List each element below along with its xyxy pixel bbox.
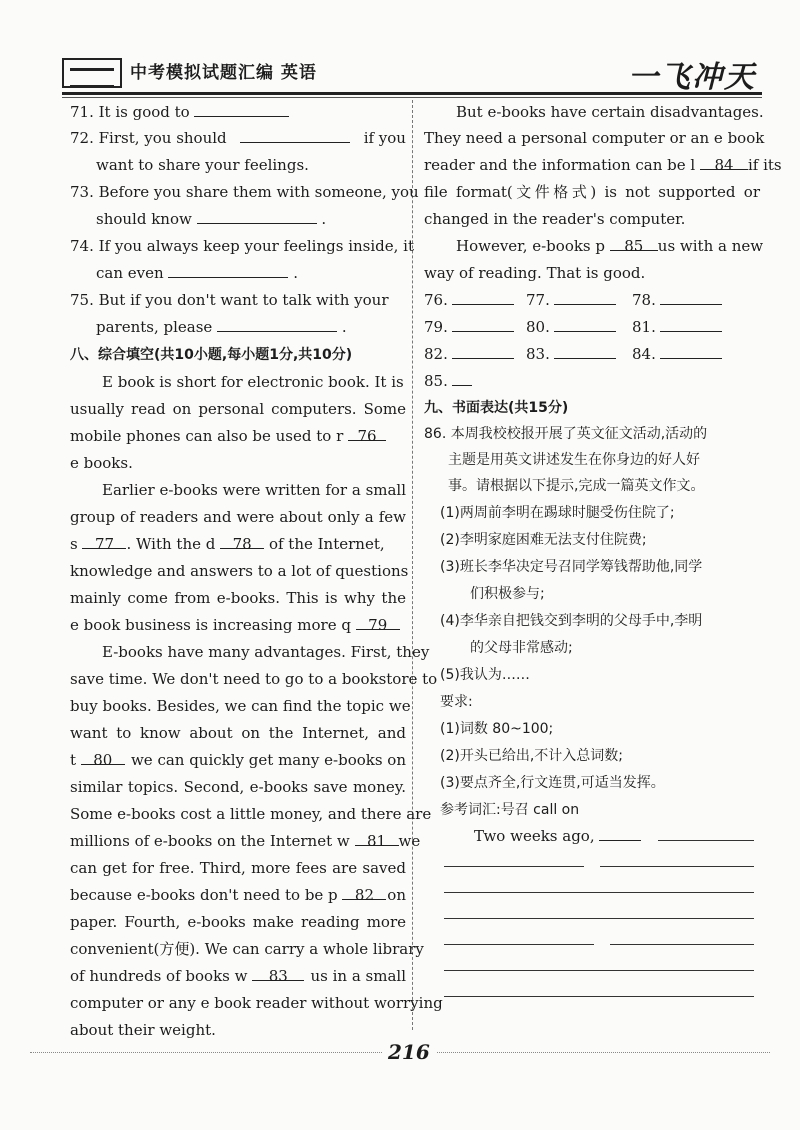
tip-1: (1)两周前李明在踢球时腿受伤住院了; — [440, 505, 675, 521]
essay-line[interactable] — [610, 944, 754, 945]
requirements-label: 要求: — [440, 694, 473, 710]
passage-line: But e-books have certain disadvantages. — [456, 103, 764, 121]
blank-79[interactable]: 79 — [356, 615, 400, 630]
tip-3-cont: 们积极参与; — [470, 586, 545, 602]
essay-start: Two weeks ago, — [474, 826, 641, 846]
blank-81[interactable]: 81 — [355, 831, 399, 846]
passage-line: usually read on personal computers. Some — [70, 400, 406, 418]
passage-line: E-books have many advantages. First, they — [102, 643, 430, 661]
reference-vocab: 参考词汇:号召 call on — [440, 802, 580, 818]
header-rule — [62, 92, 762, 95]
passage-line: Earlier e-books were written for a small — [102, 481, 407, 499]
blank-76[interactable]: 76 — [348, 426, 386, 441]
question-73: 73. Before you share them with someone, you — [70, 183, 419, 201]
passage-line: buy books. Besides, we can find the topic we — [70, 697, 411, 715]
passage-line: similar topics. Second, e-books save money. — [70, 778, 406, 796]
page-number: 216 — [382, 1040, 436, 1064]
passage-line: save time. We don't need to go to a bookstore to — [70, 670, 438, 688]
passage-line: However, e-books p 85 us with a new — [456, 237, 764, 255]
answer-77[interactable]: 77. — [526, 290, 616, 310]
essay-line[interactable] — [444, 996, 754, 997]
blank-80[interactable]: 80 — [81, 750, 125, 765]
passage-line: E book is short for electronic book. It is — [102, 373, 404, 391]
header-logo-icon — [62, 58, 122, 88]
passage-line: They need a personal computer or an e book — [424, 129, 765, 147]
passage-line: paper. Fourth, e-books make reading more — [70, 913, 406, 931]
passage-line: group of readers and were about only a few — [70, 508, 406, 526]
passage-line: millions of e-books on the Internet w 81 we — [70, 832, 421, 850]
answer-80[interactable]: 80. — [526, 317, 616, 337]
question-72-cont: want to share your feelings. — [96, 156, 309, 174]
essay-line[interactable] — [444, 970, 754, 971]
blank-82[interactable]: 82 — [342, 885, 386, 900]
header-rule-thin — [62, 97, 762, 98]
blank-77[interactable]: 77 — [82, 534, 126, 549]
tip-4-cont: 的父母非常感动; — [470, 640, 573, 656]
section-8-heading: 八、综合填空(共10小题,每小题1分,共10分) — [70, 347, 353, 363]
blank-85[interactable]: 85 — [610, 236, 658, 251]
essay-line[interactable] — [658, 840, 754, 841]
question-74: 74. If you always keep your feelings inside, it — [70, 237, 415, 255]
answer-84[interactable]: 84. — [632, 344, 722, 364]
answer-82[interactable]: 82. — [424, 344, 514, 364]
question-75-cont: parents, please . — [96, 318, 347, 336]
passage-line: want to know about on the Internet, and — [70, 724, 406, 742]
tip-2: (2)李明家庭困难无法支付住院费; — [440, 532, 647, 548]
passage-line: can get for free. Third, more fees are saved — [70, 859, 406, 877]
answer-79[interactable]: 79. — [424, 317, 514, 337]
passage-line: knowledge and answers to a lot of questions — [70, 562, 409, 580]
passage-line: file format(文件格式) is not supported or — [424, 183, 760, 201]
header-brand: 一飞冲天 — [628, 60, 756, 95]
blank-84[interactable]: 84 — [700, 155, 748, 170]
blank-83[interactable]: 83 — [252, 966, 304, 981]
answer-83[interactable]: 83. — [526, 344, 616, 364]
question-86-prompt: 事。请根据以下提示,完成一篇英文作文。 — [448, 478, 705, 494]
passage-line: computer or any e book reader without worrying — [70, 994, 443, 1012]
essay-line[interactable] — [444, 866, 584, 867]
essay-line[interactable] — [600, 866, 754, 867]
passage-line: about their weight. — [70, 1021, 216, 1039]
passage-line: changed in the reader's computer. — [424, 210, 686, 228]
question-74-cont: can even . — [96, 264, 298, 282]
passage-line: Some e-books cost a little money, and there are — [70, 805, 432, 823]
passage-line: e book business is increasing more q 79 — [70, 615, 400, 635]
passage-line: of hundreds of books w 83 us in a small — [70, 967, 406, 985]
passage-line: t 80 we can quickly get many e-books on — [70, 751, 406, 769]
essay-line[interactable] — [444, 892, 754, 893]
section-9-heading: 九、书面表达(共15分) — [424, 400, 569, 416]
passage-line: e books. — [70, 454, 133, 472]
essay-line[interactable] — [444, 944, 594, 945]
tip-3: (3)班长李华决定号召同学筹钱帮助他,同学 — [440, 559, 703, 575]
requirement-2: (2)开头已给出,不计入总词数; — [440, 748, 623, 764]
answer-85[interactable]: 85. — [424, 371, 472, 391]
question-75: 75. But if you don't want to talk with your — [70, 291, 389, 309]
question-73-cont: should know . — [96, 210, 327, 228]
passage-line: because e-books don't need to be p 82 on — [70, 886, 406, 904]
requirement-3: (3)要点齐全,行文连贯,可适当发挥。 — [440, 775, 665, 791]
blank-78[interactable]: 78 — [220, 534, 264, 549]
passage-line: reader and the information can be l 84 if its — [424, 156, 782, 174]
answer-76[interactable]: 76. — [424, 290, 514, 310]
tip-5: (5)我认为…… — [440, 667, 530, 683]
passage-line: mobile phones can also be used to r 76 — [70, 426, 386, 446]
passage-line: s 77 . With the d 78 of the Internet, — [70, 535, 385, 553]
question-71: 71. It is good to — [70, 102, 289, 122]
answer-78[interactable]: 78. — [632, 290, 722, 310]
question-72: 72. First, you should if you — [70, 129, 406, 147]
essay-line[interactable] — [444, 918, 754, 919]
passage-line: way of reading. That is good. — [424, 264, 646, 282]
question-86-prompt: 86. 本周我校校报开展了英文征文活动,活动的 — [424, 426, 708, 442]
question-86-prompt: 主题是用英文讲述发生在你身边的好人好 — [448, 452, 700, 468]
passage-line: mainly come from e-books. This is why the — [70, 589, 406, 607]
answer-81[interactable]: 81. — [632, 317, 722, 337]
header-title: 中考模拟试题汇编 英语 — [130, 63, 317, 83]
passage-line: convenient(方便). We can carry a whole library — [70, 940, 424, 958]
tip-4: (4)李华亲自把钱交到李明的父母手中,李明 — [440, 613, 703, 629]
requirement-1: (1)词数 80~100; — [440, 721, 554, 737]
